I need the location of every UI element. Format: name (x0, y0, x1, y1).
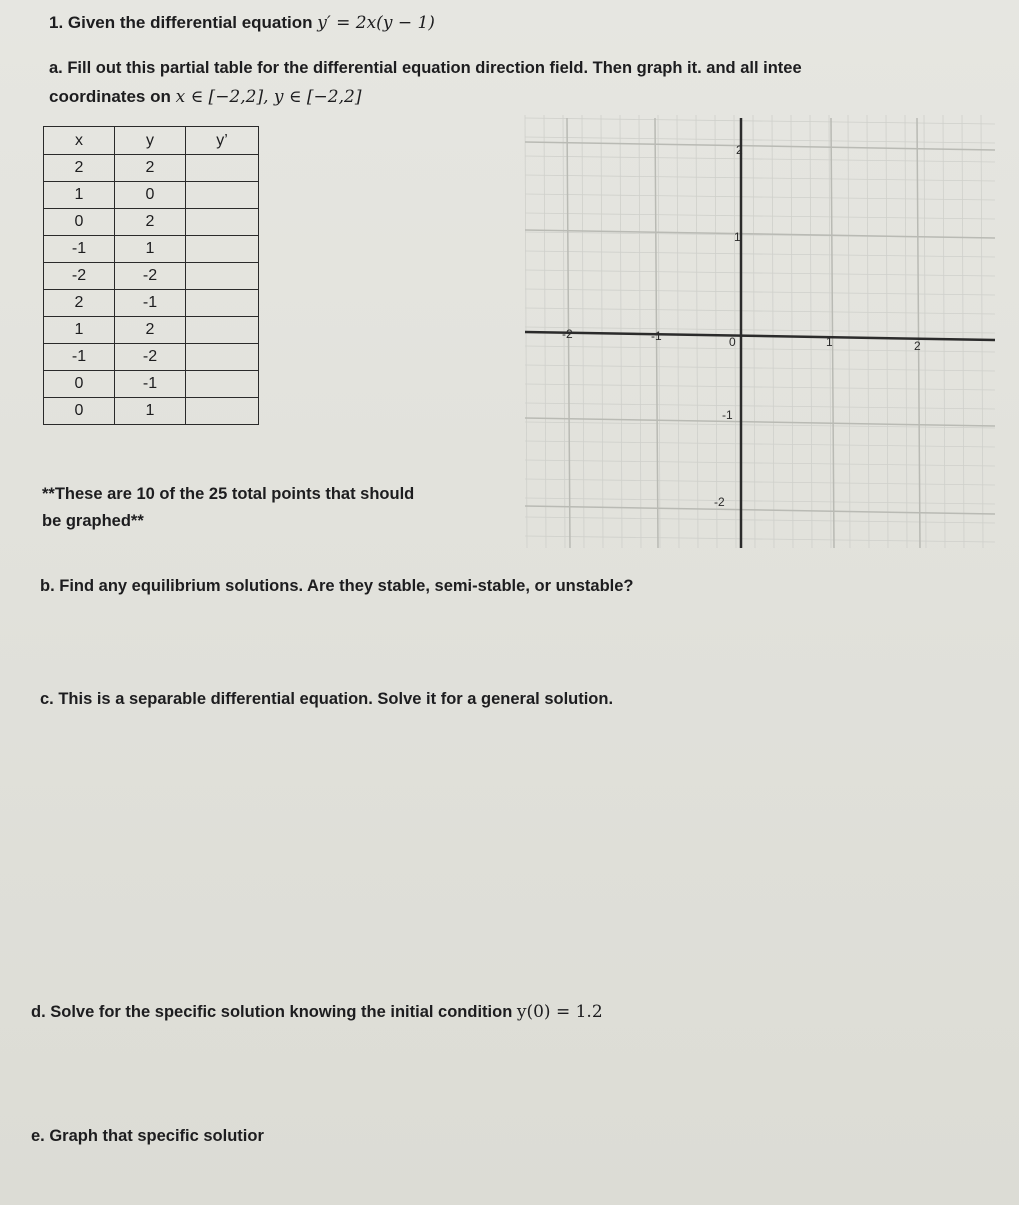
part-a-text: a. Fill out this partial table for the differential equation direction field. Then graph it. and all intee (49, 59, 802, 77)
minor-grid-line (525, 118, 995, 124)
cell-yprime[interactable] (186, 344, 259, 371)
minor-grid-line (639, 115, 641, 548)
x-tick-label: -2 (562, 327, 573, 341)
cell-yprime[interactable] (186, 317, 259, 344)
note-line-2: be graphed** (42, 512, 144, 530)
cell-x: 1 (44, 317, 115, 344)
note-line-1: **These are 10 of the 25 total points that should (42, 485, 415, 503)
minor-grid-line (525, 384, 995, 390)
y-tick-label: -2 (714, 495, 725, 509)
minor-grid-line (772, 115, 774, 548)
minor-grid-line (620, 115, 622, 548)
table-row (44, 209, 259, 236)
minor-grid-line (525, 479, 995, 485)
table-row (44, 317, 259, 344)
y-tick-label: -1 (722, 408, 733, 422)
table-body (44, 155, 259, 425)
y-tick-label: 1 (734, 230, 741, 244)
cell-yprime[interactable] (186, 290, 259, 317)
cell-yprime[interactable] (186, 155, 259, 182)
header-yprime: y’ (186, 127, 259, 155)
domain-prefix: coordinates on (49, 87, 176, 106)
cell-x: 2 (44, 290, 115, 317)
x-tick-label: 1 (826, 335, 833, 349)
table-row (44, 290, 259, 317)
direction-field-table (43, 126, 259, 425)
minor-grid-line (525, 498, 995, 504)
table-row (44, 344, 259, 371)
minor-grid-line (525, 346, 995, 352)
minor-grid-line (525, 365, 995, 371)
major-grid-line (917, 118, 920, 548)
direction-field-graph[interactable] (515, 110, 995, 550)
minor-grid-line (601, 115, 603, 548)
problem-title (49, 13, 435, 33)
minor-grid-line (525, 517, 995, 523)
cell-yprime[interactable] (186, 371, 259, 398)
table-row (44, 155, 259, 182)
cell-yprime[interactable] (186, 182, 259, 209)
x-axis (525, 332, 995, 340)
y-tick-label: 2 (736, 143, 743, 157)
initial-condition: y(0) = 1.2 (516, 1002, 603, 1022)
part-d-prefix: d. Solve for the specific solution knowing the initial condition (31, 1003, 517, 1021)
title-text: 1. Given the differential equation (49, 13, 318, 32)
minor-grid-line (715, 115, 717, 548)
part-b-text: b. Find any equilibrium solutions. Are they stable, semi-stable, or unstable? (40, 577, 634, 595)
minor-grid-line (962, 115, 964, 548)
x-tick-label: -1 (651, 329, 662, 343)
table-row (44, 236, 259, 263)
cell-yprime[interactable] (186, 398, 259, 425)
header-x: x (44, 127, 115, 155)
table-header-row (44, 127, 259, 155)
table-row (44, 398, 259, 425)
cell-y: 2 (115, 155, 186, 182)
cell-y: -1 (115, 290, 186, 317)
cell-y: 2 (115, 209, 186, 236)
part-a-domain (49, 87, 361, 107)
cell-x: -1 (44, 236, 115, 263)
part-d-text (31, 1002, 603, 1022)
cell-y: 1 (115, 398, 186, 425)
domain-text: x ∈ [−2,2], y ∈ [−2,2] (175, 87, 362, 107)
cell-yprime[interactable] (186, 236, 259, 263)
minor-grid-line (753, 115, 755, 548)
minor-grid-line (791, 115, 793, 548)
cell-y: -2 (115, 263, 186, 290)
minor-grid-line (677, 115, 679, 548)
x-tick-label: 0 (729, 335, 736, 349)
cell-x: 0 (44, 398, 115, 425)
minor-grid-line (525, 460, 995, 466)
minor-grid-line (582, 115, 584, 548)
major-grid-line (831, 118, 834, 548)
equation: y′ = 2x(y − 1) (317, 13, 435, 33)
header-y: y (115, 127, 186, 155)
minor-grid-line (525, 536, 995, 542)
cell-y: 2 (115, 317, 186, 344)
table-row (44, 182, 259, 209)
cell-x: 0 (44, 371, 115, 398)
cell-yprime[interactable] (186, 209, 259, 236)
table-row (44, 263, 259, 290)
part-e-text: e. Graph that specific solutior (31, 1127, 264, 1145)
cell-x: 0 (44, 209, 115, 236)
minor-grid-line (981, 115, 983, 548)
table-row (44, 371, 259, 398)
cell-yprime[interactable] (186, 263, 259, 290)
cell-x: -2 (44, 263, 115, 290)
cell-x: 1 (44, 182, 115, 209)
cell-x: -1 (44, 344, 115, 371)
cell-y: 0 (115, 182, 186, 209)
minor-grid-line (696, 115, 698, 548)
major-grid-line (525, 506, 995, 514)
minor-grid-line (525, 403, 995, 409)
cell-y: 1 (115, 236, 186, 263)
cell-y: -2 (115, 344, 186, 371)
x-tick-label: 2 (914, 339, 921, 353)
minor-grid-line (525, 441, 995, 447)
minor-grid-line (734, 115, 736, 548)
part-c-text: c. This is a separable differential equation. Solve it for a general solution. (40, 690, 614, 708)
cell-y: -1 (115, 371, 186, 398)
cell-x: 2 (44, 155, 115, 182)
